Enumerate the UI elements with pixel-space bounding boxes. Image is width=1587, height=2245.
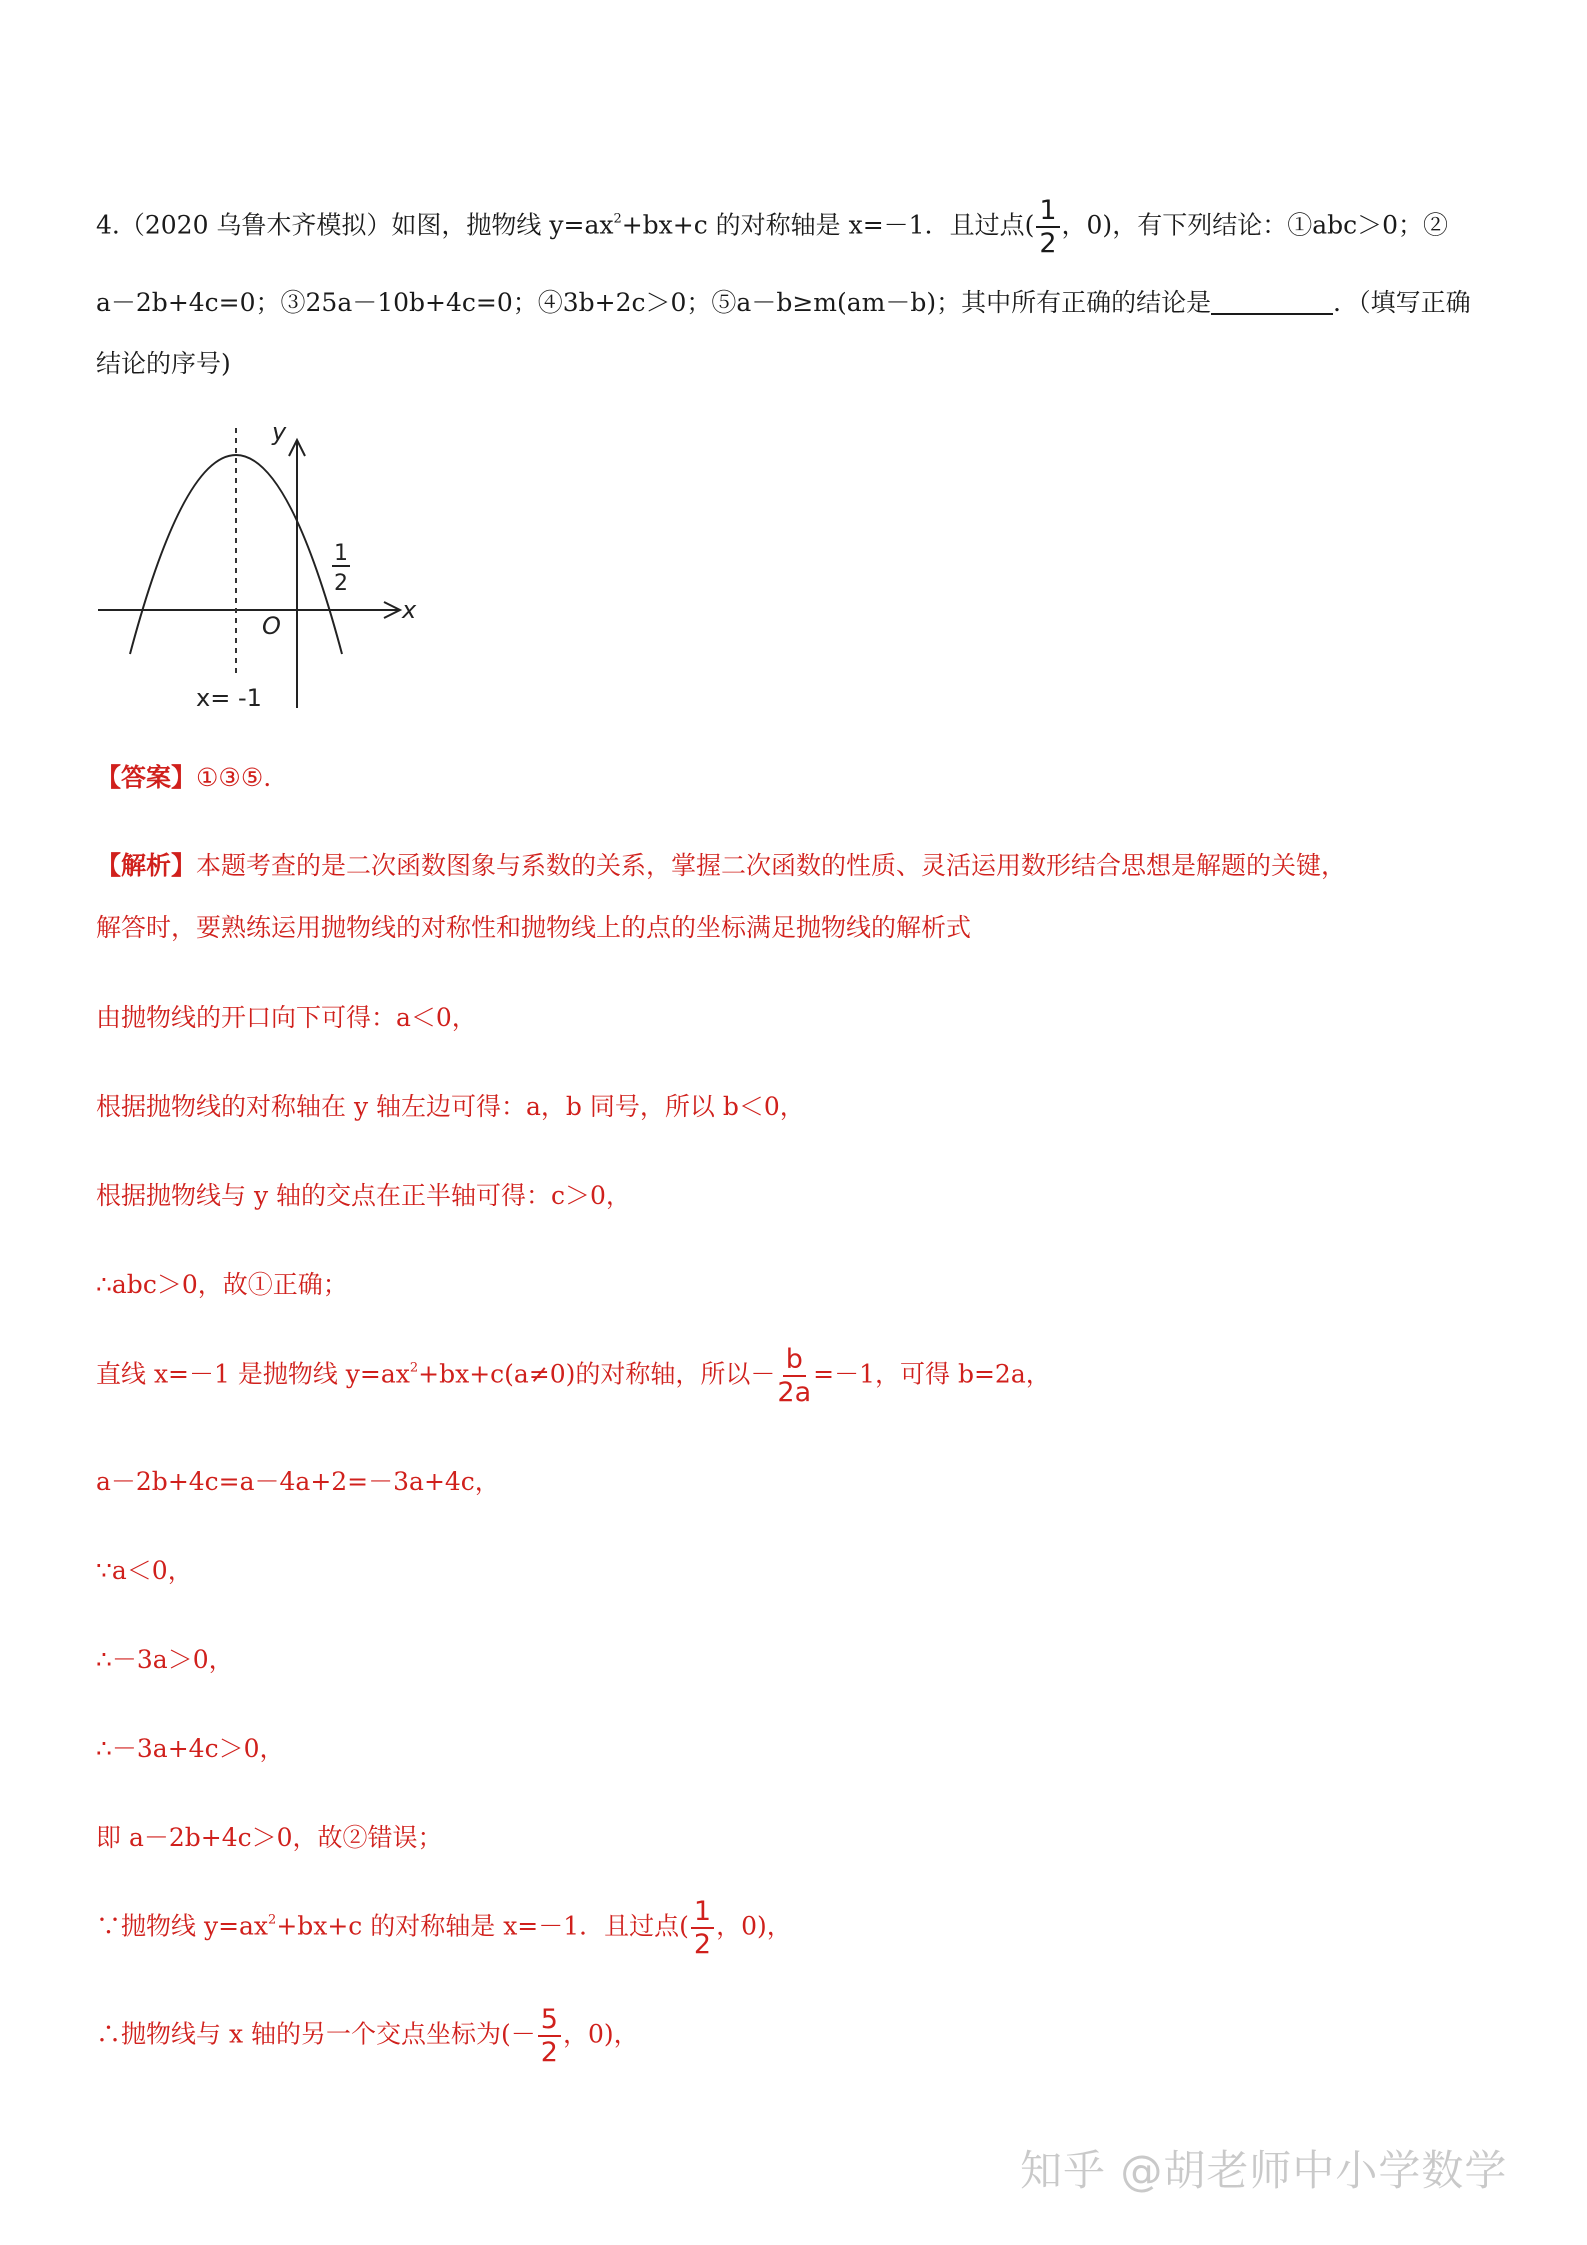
question-line-3: 结论的序号): [96, 349, 231, 378]
question-line-1: 4.（2020 乌鲁木齐模拟）如图，抛物线 $y=ax^2+bx+c$ 的对称轴是 x=－1．且过点( $\frac{1}{2}$ ，0)，有下列结论：①abc＞0；②: [96, 195, 1449, 259]
question-line-2: a－2b+4c=0；③25a－10b+4c=0；④3b+2c＞0；⑤a－b≥m(am－b)；其中所有正确的结论是 ．（填写正确: [96, 288, 1471, 317]
analysis-line-3: 根据抛物线与 y 轴的交点在正半轴可得：c＞0，: [96, 1181, 631, 1210]
y-axis-label: y: [272, 418, 287, 446]
analysis-line-4: ∴abc＞0，故①正确；: [96, 1270, 348, 1299]
analysis-line-6: a－2b+4c=a－4a+2=－3a+4c，: [96, 1467, 500, 1496]
analysis-intro-2: 解答时，要熟练运用抛物线的对称性和抛物线上的点的坐标满足抛物线的解析式: [96, 913, 972, 942]
analysis-line-9: ∴－3a+4c＞0，: [96, 1734, 285, 1763]
analysis-line-1: 由抛物线的开口向下可得：a＜0，: [96, 1003, 477, 1032]
fraction-b-over-2a: $\frac{b}{2a}$: [777, 1344, 812, 1408]
analysis-line-5: 直线 x=－1 是抛物线 $y=ax^2+bx+c(a\ne 0)$的对称轴，所以－ $\frac{b}{2a}$ =－1，可得 b=2a，: [96, 1344, 1051, 1408]
answer-tag: 【答案】: [96, 763, 197, 792]
fraction-five-halves: $\frac{5}{2}$: [538, 2006, 561, 2066]
analysis-line-11: ∵抛物线 $y=ax^2+bx+c$ 的对称轴是 x=－1．且过点( $\frac{1}{2}$ ，0)，: [96, 1896, 792, 1960]
analysis-line-12: ∴抛物线与 x 轴的另一个交点坐标为(－ $\frac{5}{2}$ ，0)，: [96, 2004, 639, 2068]
symmetry-axis-label: x= -1: [196, 684, 262, 712]
parabola-figure: [96, 418, 426, 718]
half-numerator: 1: [334, 541, 348, 566]
analysis-line-2: 根据抛物线的对称轴在 y 轴左边可得：a，b 同号，所以 b＜0，: [96, 1092, 805, 1121]
analysis-intro-1: 【解析】本题考查的是二次函数图象与系数的关系，掌握二次函数的性质、灵活运用数形结合思想是解题的关键，: [96, 851, 1347, 880]
answer-line: 【答案】①③⑤.: [96, 763, 272, 792]
analysis-line-10: 即 a－2b+4c＞0，故②错误；: [96, 1823, 443, 1852]
analysis-line-7: ∵a＜0，: [96, 1556, 193, 1585]
origin-label: O: [262, 612, 281, 640]
half-denominator: 2: [334, 571, 348, 596]
fraction-half: $\frac{1}{2}$: [691, 1898, 714, 1958]
analysis-line-8: ∴－3a＞0，: [96, 1645, 234, 1674]
parabola-curve: [130, 455, 342, 654]
fraction-half: $\frac{1}{2}$: [1036, 197, 1059, 257]
x-axis-label: x: [402, 596, 417, 624]
analysis-tag: 【解析】: [96, 851, 197, 880]
answer-blank: [1211, 291, 1333, 315]
zhihu-watermark: 知乎 @胡老师中小学数学: [1020, 2146, 1508, 2195]
